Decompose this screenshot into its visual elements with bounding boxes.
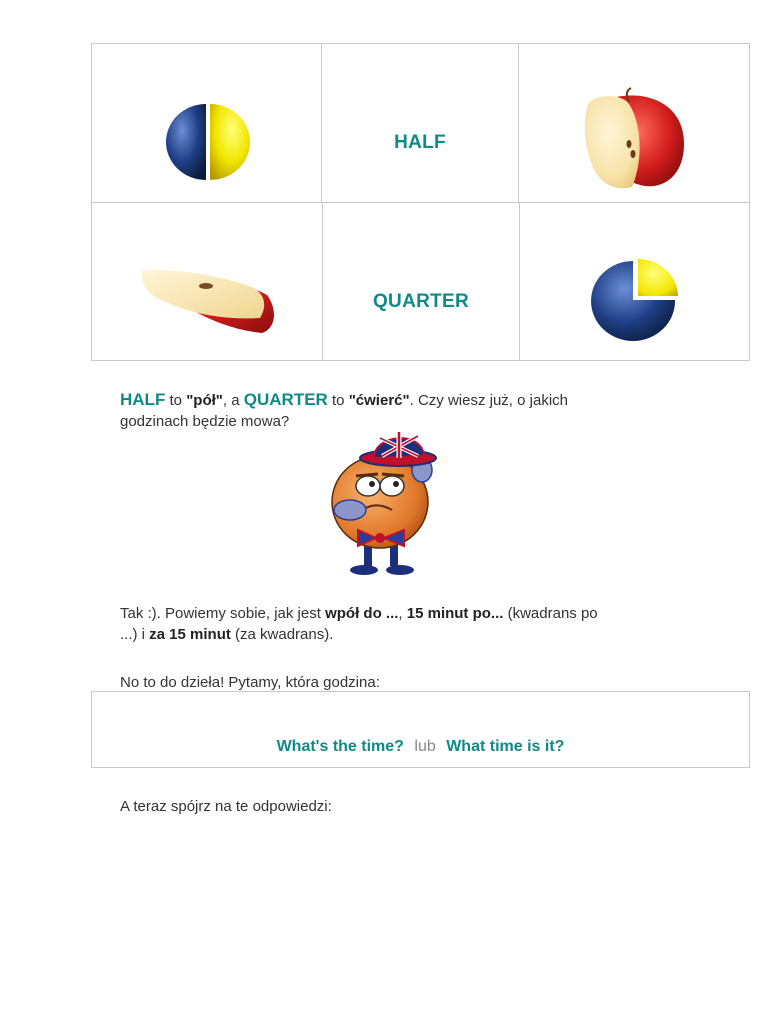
question-2: What time is it?	[446, 738, 565, 755]
explain-text-2: ,	[398, 605, 407, 622]
pol-term: "pół"	[186, 392, 223, 409]
cwierc-term: "ćwierć"	[348, 392, 410, 409]
quarter-term: QUARTER	[243, 390, 328, 409]
question-or: lub	[414, 738, 436, 755]
half-circle-icon	[92, 44, 323, 204]
cell-quarter-word	[322, 202, 520, 361]
thinking-apple-mascot	[318, 428, 448, 576]
apple-quarter-image	[92, 203, 324, 362]
cell-half-word	[321, 43, 519, 203]
half-label: HALF	[394, 132, 446, 153]
question-line	[92, 738, 749, 756]
question-box	[91, 691, 750, 768]
question-1: What's the time?	[276, 738, 404, 755]
cell-apple-quarter	[91, 202, 323, 361]
explain-bold-3: za 15 minut	[149, 626, 231, 643]
intro-a: , a	[222, 392, 244, 409]
intro-to-1: to	[165, 392, 187, 409]
cell-quarter-pie	[519, 202, 750, 361]
explain-bold-2: 15 minut po...	[406, 605, 504, 622]
half-term: HALF	[120, 390, 166, 409]
cell-apple-half	[518, 43, 750, 203]
explain-bold-1: wpół do ...	[325, 605, 399, 622]
intro-rest: . Czy wiesz już, o jakich godzinach będzie mowa?	[120, 392, 569, 430]
quarter-label: QUARTER	[372, 291, 470, 312]
intro-paragraph	[120, 389, 590, 432]
mascot-container	[318, 428, 448, 576]
explain-text-4: (za kwadrans).	[230, 626, 334, 643]
footer-text: A teraz spójrz na te odpowiedzi:	[120, 798, 332, 815]
explain-paragraph	[120, 603, 600, 645]
quarter-pie-icon	[520, 203, 751, 362]
explain-text-3: (kwadrans po ...) i	[120, 605, 598, 643]
prompt-text: No to do dzieła! Pytamy, która godzina:	[120, 674, 380, 691]
intro-to-2: to	[327, 392, 349, 409]
explain-text-1: Tak :). Powiemy sobie, jak jest	[120, 605, 326, 622]
apple-half-image	[519, 44, 751, 204]
cell-half-circle	[91, 43, 322, 203]
